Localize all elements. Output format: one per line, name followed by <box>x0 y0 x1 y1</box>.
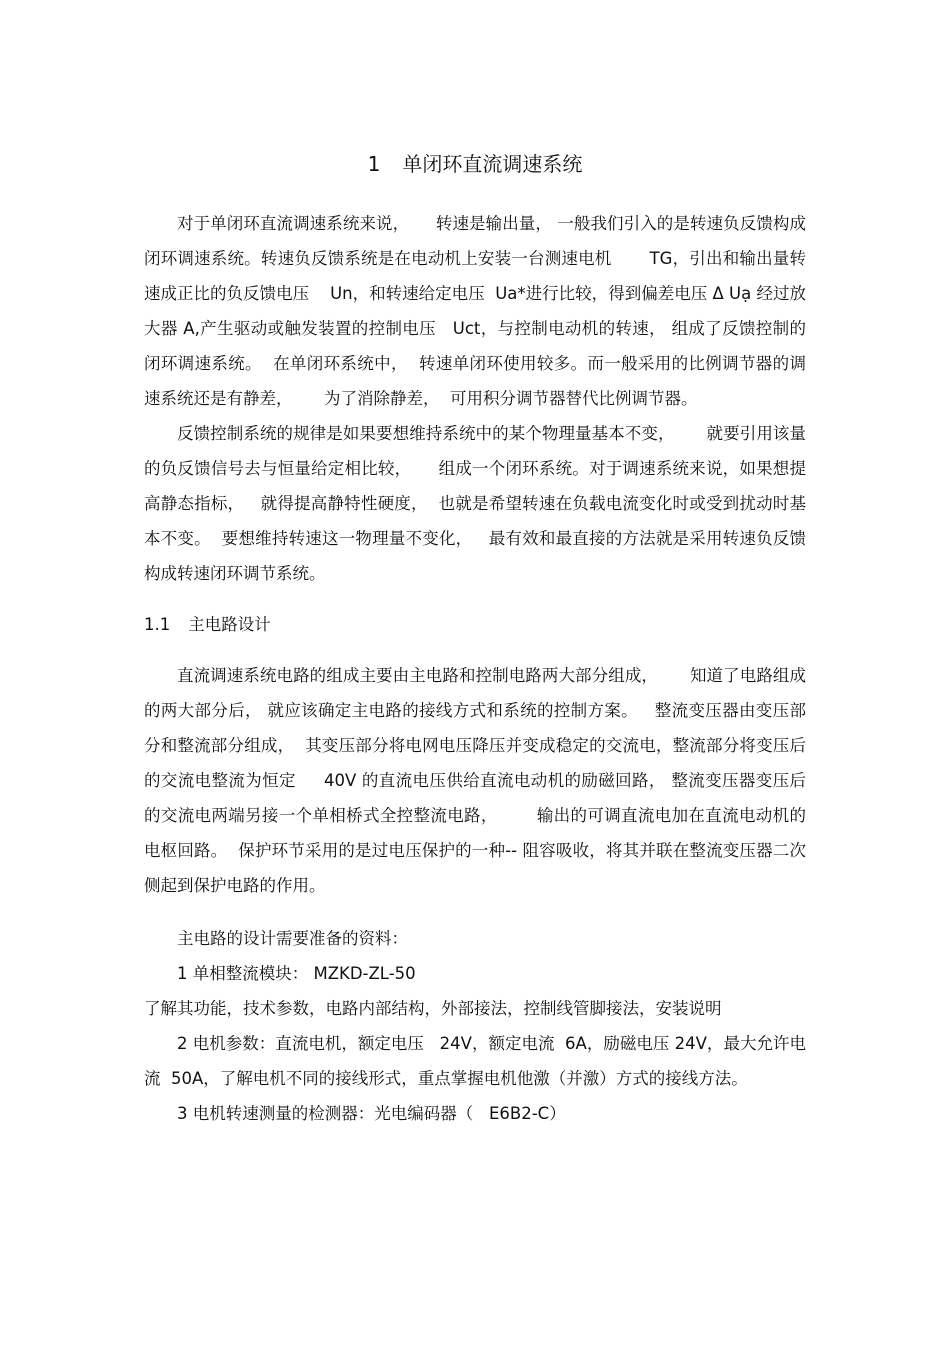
section-number: 1.1 <box>144 615 171 634</box>
paragraph-feedback-law: 反馈控制系统的规律是如果要想维持系统中的某个物理量基本不变， 就要引用该量的负反馈信号去与恒量给定相比较， 组成一个闭环系统。对于调速系统来说，如果想提高静态指标， 就得提高静特性硬度， 也就是希望转速在负载电流变化时或受到扰动时基本不变。 要想维持转速这一物理量不变化， 最有效和最直接的方法就是采用转速负反馈构成转速闭环调节系统。 <box>144 424 806 583</box>
prep-item-1: 1 单相整流模块： MZKD-ZL-50 <box>177 964 416 983</box>
paragraph-main-circuit: 直流调速系统电路的组成主要由主电路和控制电路两大部分组成， 知道了电路组成的两大部分后， 就应该确定主电路的接线方式和系统的控制方案。 整流变压器由变压部分和整流部分组成， 其变压部分将电网电压降压并变成稳定的交流电，整流部分将变压后的交流电整流为恒定 40V 的直流电压供给直流电动机的励磁回路， 整流变压器变压后的交流电两端另接一个单相桥式全控整流电路， 输出的可调直流电加在直流电动机的电枢回路。 保护环节采用的是过电压保护的一种-- 阻容吸收，将其并联在整流变压器二次侧起到保护电路的作用。 <box>144 666 806 895</box>
paragraph-intro: 对于单闭环直流调速系统来说， 转速是输出量， 一般我们引入的是转速负反馈构成闭环调速系统。转速负反馈系统是在电动机上安装一台测速电机 TG，引出和输出量转速成正比的负反馈电压 Un，和转速给定电压 Ua*进行比较，得到偏差电压 Δ Uạ 经过放大器 A,产生驱动或触发装置的控制电压 Uct，与控制电动机的转速， 组成了反馈控制的闭环调速系统。 在单闭环系统中， 转速单闭环使用较多。而一般采用的比例调节器的调速系统还是有静差， 为了消除静差， 可用积分调节器替代比例调节器。 <box>144 214 806 408</box>
chapter-number: 1 <box>367 152 381 176</box>
chapter-title <box>0 148 950 180</box>
prep-item-1-desc: 了解其功能，技术参数，电路内部结构，外部接法，控制线管脚接法，安装说明 <box>144 999 722 1018</box>
chapter-title-text: 单闭环直流调速系统 <box>402 152 583 176</box>
section-title: 主电路设计 <box>188 615 271 634</box>
section-heading <box>144 607 806 642</box>
body-content <box>144 206 806 1131</box>
prep-item-3: 3 电机转速测量的检测器：光电编码器（ E6B2-C） <box>177 1104 566 1123</box>
prep-intro: 主电路的设计需要准备的资料： <box>177 929 408 948</box>
prep-item-2: 2 电机参数：直流电机，额定电压 24V，额定电流 6A，励磁电压 24V，最大允许电流 50A，了解电机不同的接线形式，重点掌握电机他激（并激）方式的接线方法。 <box>144 1034 806 1088</box>
